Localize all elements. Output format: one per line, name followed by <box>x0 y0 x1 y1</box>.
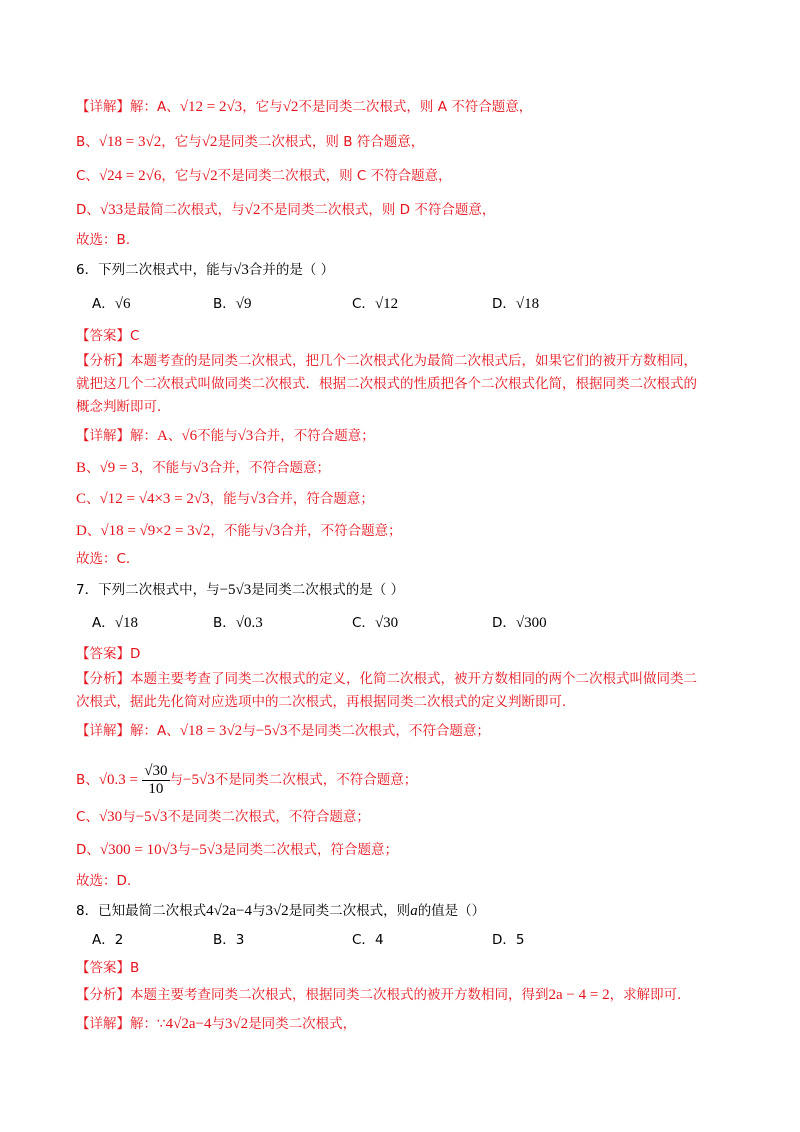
q7-detail-line-d: D、√300 = 10√3与−5√3是同类二次根式，符合题意； <box>76 842 399 858</box>
q8-stem: 8．已知最简二次根式4√2a−4与3√2是同类二次根式，则a的值是（） <box>76 903 486 919</box>
q7-choice: 故选：D. <box>76 873 132 889</box>
q6-option-b: B．√9 <box>213 296 252 312</box>
q5-detail-line-c: C、√24 = 2√6，它与√2不是同类二次根式，则 C 不符合题意， <box>76 168 452 184</box>
fraction: $\frac{√30}{10}$ <box>144 762 168 797</box>
q7-stem: 7．下列二次根式中，与−5√3是同类二次根式的是（ ） <box>76 582 405 598</box>
q5-choice: 故选：B. <box>76 232 131 248</box>
q8-option-d: D．5 <box>492 932 525 948</box>
q8-option-a: A．2 <box>92 932 124 948</box>
q8-analysis: 【分析】本题主要考查同类二次根式，根据同类二次根式的被开方数相同，得到2a − 4 = 2，求解即可． <box>76 987 691 1003</box>
q6-answer: 【答案】C <box>76 328 140 344</box>
q6-detail-line-b: B、√9 = 3，不能与√3合并，不符合题意； <box>76 460 330 476</box>
q8-answer: 【答案】B <box>76 960 140 976</box>
q6-detail-line-a: 【详解】解：A、√6不能与√3合并，不符合题意； <box>76 428 375 444</box>
q5-detail-line-d: D、√33是最简二次根式，与√2不是同类二次根式，则 D 不符合题意， <box>76 202 496 218</box>
q6-analysis-line-2: 就把这几个二次根式叫做同类二次根式．根据二次根式的性质把各个二次根式化简，根据同类二次根式的 <box>76 376 697 392</box>
q6-detail-line-c: C、√12 = √4×3 = 2√3，能与√3合并，符合题意； <box>76 491 374 507</box>
q7-detail-line-b: B、√0.3 = $\frac{√30}{10}$ 与−5√3不是同类二次根式，不符合题意； <box>76 762 418 797</box>
q6-analysis-line-1: 【分析】本题考查的是同类二次根式，把几个二次根式化为最简二次根式后，如果它们的被开方数相同， <box>76 353 697 369</box>
q7-option-c: C．√30 <box>352 615 399 631</box>
q7-detail-line-a: 【详解】解：A、√18 = 3√2与−5√3不是同类二次根式，不符合题意； <box>76 723 490 739</box>
q5-detail-line-a: 【详解】解：A、√12 = 2√3，它与√2不是同类二次根式，则 A 不符合题意， <box>76 99 533 115</box>
q7-option-b: B．√0.3 <box>213 615 263 631</box>
q6-analysis-line-3: 概念判断即可． <box>76 399 171 415</box>
q8-option-b: B．3 <box>213 932 245 948</box>
q6-stem: 6．下列二次根式中，能与√3合并的是（ ） <box>76 262 335 278</box>
q7-detail-line-c: C、√30与−5√3不是同类二次根式，不符合题意； <box>76 809 370 825</box>
q8-detail-line-a: 【详解】解：∵4√2a−4与3√2是同类二次根式， <box>76 1016 357 1032</box>
q7-analysis-line-1: 【分析】本题主要考查了同类二次根式的定义，化简二次根式，被开方数相同的两个二次根式叫做同类二 <box>76 671 697 687</box>
q6-option-d: D．√18 <box>492 296 540 312</box>
q7-answer: 【答案】D <box>76 646 141 662</box>
q8-option-c: C．4 <box>352 932 384 948</box>
q6-option-a: A．√6 <box>92 296 131 312</box>
q6-choice: 故选：C． <box>76 551 140 567</box>
q7-analysis-line-2: 次根式，据此先化简对应选项中的二次根式，再根据同类二次根式的定义判断即可． <box>76 694 576 710</box>
q7-option-d: D．√300 <box>492 615 547 631</box>
q6-option-c: C．√12 <box>352 296 399 312</box>
q5-detail-line-b: B、√18 = 3√2，它与√2是同类二次根式，则 B 符合题意， <box>76 134 425 150</box>
q6-detail-line-d: D、√18 = √9×2 = 3√2，不能与√3合并，不符合题意； <box>76 523 402 539</box>
q7-option-a: A．√18 <box>92 615 138 631</box>
